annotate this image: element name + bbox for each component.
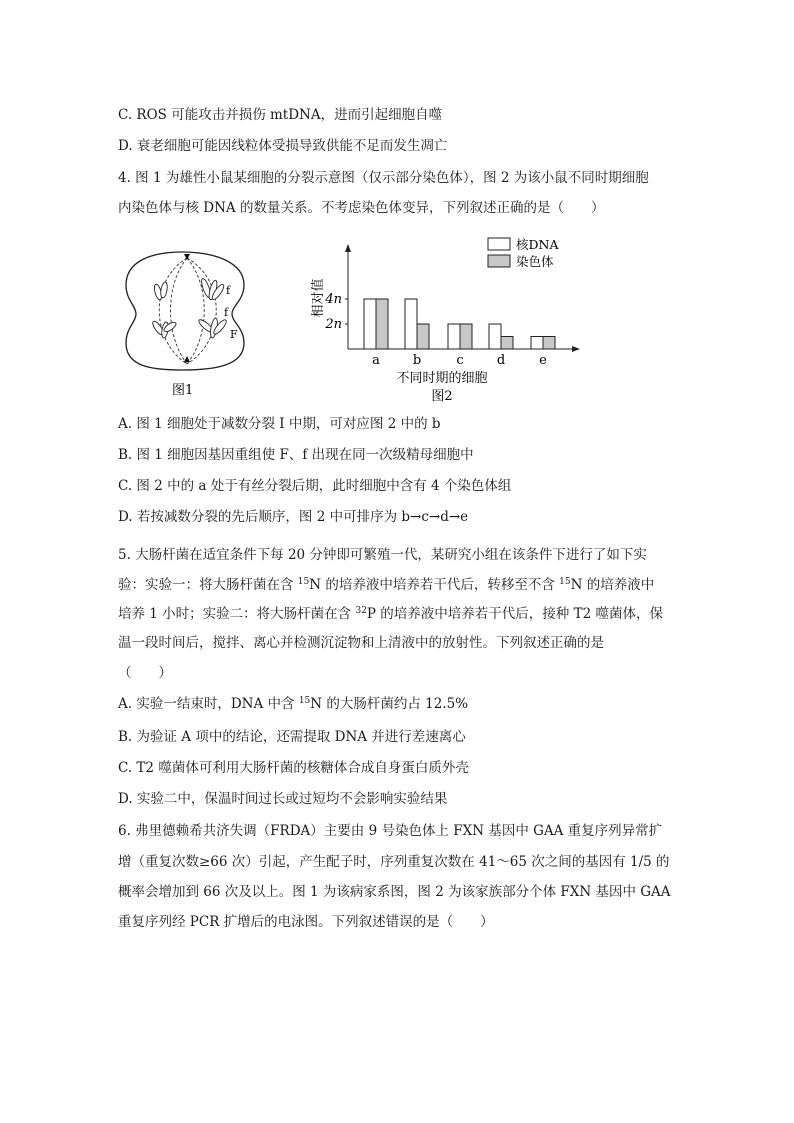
spindle-fibers bbox=[159, 258, 216, 364]
superscript: 15 bbox=[297, 577, 310, 587]
centriole-bottom bbox=[184, 356, 190, 362]
question-5-line-1: 5. 大肠杆菌在适宜条件下每 20 分钟即可繁殖一代，某研究小组在该条件下进行了如下实 bbox=[118, 547, 647, 563]
question-6-line-1: 6. 弗里德赖希共济失调（FRDA）主要由 9 号染色体上 FXN 基因中 GAA 重复序列异常扩 bbox=[118, 823, 663, 839]
legend-label-dna: 核DNA bbox=[516, 237, 559, 252]
y-tick-label: 2n bbox=[325, 317, 342, 332]
bar-c-chromosome bbox=[460, 324, 472, 349]
y-axis-label: 相对值 bbox=[311, 278, 326, 318]
x-tick-label: a bbox=[372, 353, 380, 368]
q5-text-part: N 的培养液中培养若干代后，转移至不含 bbox=[309, 577, 560, 593]
option-4C: C. 图 2 中的 a 处于有丝分裂后期，此时细胞中含有 4 个染色体组 bbox=[118, 478, 512, 494]
legend bbox=[488, 237, 559, 269]
q5A-text-part: A. 实验一结束时，DNA 中含 bbox=[118, 696, 299, 712]
question-6-line-3: 概率会增加到 66 次及以上。图 1 为该病家系图，图 2 为该家族部分个体 FXN 基因中 GAA bbox=[118, 884, 671, 900]
q5-text-part: 培养 1 小时；实验二：将大肠杆菌在含 bbox=[118, 606, 356, 622]
x-tick-label: e bbox=[539, 353, 547, 368]
bar-d-chromosome bbox=[501, 337, 513, 350]
bar-e-dna bbox=[531, 337, 543, 350]
y-tick-label: 4n bbox=[325, 292, 342, 307]
x-tick-label: b bbox=[412, 353, 422, 368]
question-4-line-1: 4. 图 1 为雄性小鼠某细胞的分裂示意图（仅示部分染色体），图 2 为该小鼠不同时期细胞 bbox=[118, 170, 649, 186]
label-f-top: f bbox=[226, 284, 231, 297]
bar-d-dna bbox=[489, 324, 501, 349]
x-tick-label: d bbox=[496, 353, 506, 368]
y-axis-arrow bbox=[345, 244, 351, 252]
label-f-mid: f bbox=[224, 306, 229, 319]
option-5B: B. 为验证 A 项中的结论，还需提取 DNA 并进行差速离心 bbox=[118, 729, 466, 745]
x-tick-label: c bbox=[456, 353, 464, 368]
q5-text-part: N 的培养液中 bbox=[570, 577, 655, 593]
question-5-line-5: （ ） bbox=[118, 665, 172, 681]
bar-a-dna bbox=[364, 299, 376, 349]
superscript: 15 bbox=[298, 696, 311, 706]
question-4-line-2: 内染色体与核 DNA 的数量关系。不考虑染色体变异，下列叙述正确的是（ ） bbox=[118, 200, 605, 216]
q5-text-part: 验：实验一：将大肠杆菌在含 bbox=[118, 577, 298, 593]
figure-1 bbox=[120, 240, 250, 400]
bar-b-chromosome bbox=[417, 324, 429, 349]
option-4A: A. 图 1 细胞处于减数分裂 I 中期，可对应图 2 中的 b bbox=[118, 416, 441, 432]
q5A-text-part: N 的大肠杆菌约占 12.5% bbox=[310, 696, 469, 712]
legend-label-chromosome: 染色体 bbox=[516, 254, 554, 269]
question-5-line-4: 温一段时间后，搅拌、离心并检测沉淀物和上清液中的放射性。下列叙述正确的是 bbox=[118, 635, 604, 651]
superscript: 32 bbox=[355, 606, 367, 616]
question-6-line-4: 重复序列经 PCR 扩增后的电泳图。下列叙述错误的是（ ） bbox=[118, 914, 494, 930]
q5-text-part: P 的培养液中培养若干代后，接种 T2 噬菌体，保 bbox=[366, 606, 663, 622]
option-5A bbox=[118, 694, 468, 714]
figure-2-caption: 图2 bbox=[431, 389, 453, 404]
option-3D: D. 衰老细胞可能因线粒体受损导致供能不足而发生凋亡 bbox=[118, 138, 448, 154]
legend-swatch-chromosome bbox=[488, 255, 510, 267]
bar-e-chromosome bbox=[543, 337, 555, 350]
figure-1-caption: 图1 bbox=[172, 383, 194, 398]
option-3C: C. ROS 可能攻击并损伤 mtDNA，进而引起细胞自噬 bbox=[118, 107, 443, 123]
question-5-line-2 bbox=[118, 575, 654, 595]
cell-division-diagram bbox=[120, 240, 250, 400]
bar-b-dna bbox=[405, 299, 417, 349]
bar-chart bbox=[296, 236, 596, 406]
option-5D: D. 实验二中，保温时间过长或过短均不会影响实验结果 bbox=[118, 791, 448, 807]
option-5C: C. T2 噬菌体可利用大肠杆菌的核糖体合成自身蛋白质外壳 bbox=[118, 760, 469, 776]
bar-a-chromosome bbox=[376, 299, 388, 349]
superscript: 15 bbox=[559, 577, 571, 587]
x-axis-arrow bbox=[572, 346, 580, 352]
question-6-line-2: 增（重复次数≥66 次）引起，产生配子时，序列重复次数在 41～65 次之间的基因有 1/5 的 bbox=[118, 854, 670, 870]
figure-2 bbox=[296, 236, 596, 406]
x-axis-label: 不同时期的细胞 bbox=[396, 371, 488, 386]
bar-c-dna bbox=[448, 324, 460, 349]
option-4D: D. 若按减数分裂的先后顺序，图 2 中可排序为 b→c→d→e bbox=[118, 509, 469, 525]
option-4B: B. 图 1 细胞因基因重组使 F、f 出现在同一次级精母细胞中 bbox=[118, 447, 474, 463]
label-F: F bbox=[230, 328, 238, 341]
question-5-line-3 bbox=[118, 604, 663, 624]
legend-swatch-dna bbox=[488, 238, 510, 250]
